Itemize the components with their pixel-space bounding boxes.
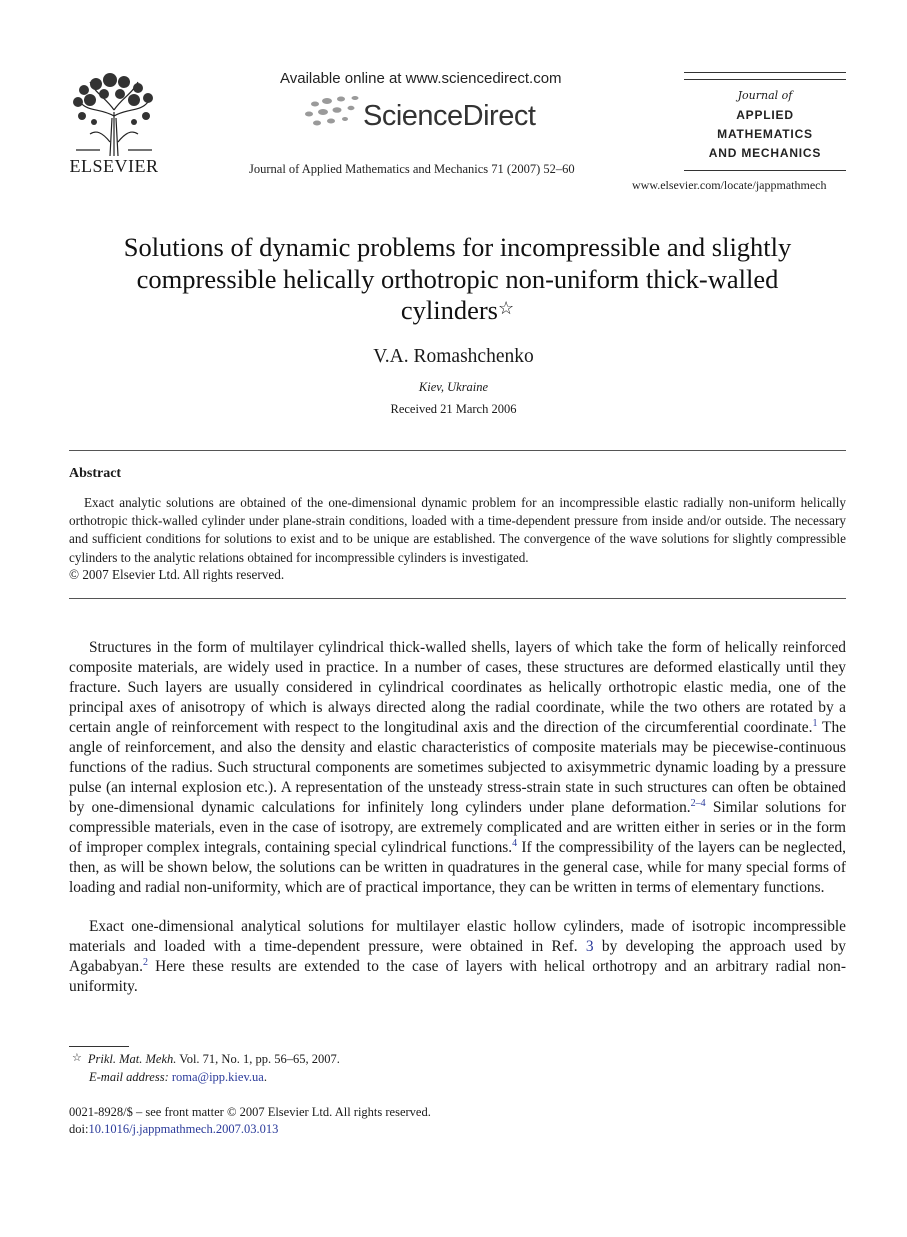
abstract-copyright: © 2007 Elsevier Ltd. All rights reserved. bbox=[69, 567, 285, 582]
footnote-source-details: Vol. 71, No. 1, pp. 56–65, 2007. bbox=[176, 1052, 340, 1066]
journal-url-link[interactable]: www.elsevier.com/locate/jappmathmech bbox=[632, 178, 827, 192]
p2-text-a: Exact one-dimensional analytical solutions for multilayer elastic hollow cylinders, made of isotropic incompressible materials and loaded with a time-dependent pressure, were obtained in Ref. bbox=[69, 918, 846, 955]
author-affiliation: Kiev, Ukraine bbox=[418, 380, 489, 394]
journal-name-line-1: APPLIED bbox=[736, 108, 794, 122]
author-name[interactable]: V.A. Romashchenko bbox=[373, 346, 534, 367]
received-date: Received 21 March 2006 bbox=[390, 402, 517, 416]
doi-link[interactable]: 10.1016/j.jappmathmech.2007.03.013 bbox=[88, 1122, 279, 1136]
citation-ref-2[interactable]: 2 bbox=[142, 956, 148, 968]
footnote-rule bbox=[69, 1046, 129, 1047]
citation-ref-2-4[interactable]: 2–4 bbox=[690, 797, 706, 809]
email-label: E-mail address: bbox=[89, 1070, 169, 1084]
doi-line bbox=[69, 1122, 278, 1137]
elsevier-logo[interactable] bbox=[66, 72, 162, 176]
footnote-star-icon: ☆ bbox=[72, 1052, 82, 1064]
available-online-link[interactable]: Available online at www.sciencedirect.com bbox=[280, 70, 562, 87]
body-paragraph-2 bbox=[69, 917, 846, 997]
footnote-journal-name: Prikl. Mat. Mekh. bbox=[87, 1052, 177, 1066]
journal-of-label: Journal of bbox=[737, 89, 793, 102]
abstract-divider-bottom bbox=[69, 598, 846, 599]
sciencedirect-dots-icon bbox=[303, 94, 363, 130]
footnote-source bbox=[72, 1052, 340, 1067]
title-footnote-star-icon[interactable]: ☆ bbox=[498, 298, 515, 318]
issn-line: 0021-8928/$ – see front matter © 2007 Elsevier Ltd. All rights reserved. bbox=[69, 1105, 431, 1119]
p1-text-c: Similar solutions for compressible materials, even in the case of isotropy, are extremely complicated and are written either in series or in the form of improper complex integrals, containing special cylindrical functions. bbox=[69, 799, 846, 856]
journal-citation: Journal of Applied Mathematics and Mechanics 71 (2007) 52–60 bbox=[249, 162, 575, 176]
journal-box-rule-top-thin bbox=[684, 79, 846, 80]
footnote-email bbox=[89, 1070, 267, 1085]
p2-text-c: Here these results are extended to the case of layers with helical orthotropy and an arbitrary radial non-uniformity. bbox=[69, 958, 846, 995]
title-line-1: Solutions of dynamic problems for incompressible and slightly bbox=[123, 232, 792, 262]
title-line-3 bbox=[70, 295, 845, 327]
email-link[interactable]: roma@ipp.kiev.ua bbox=[171, 1070, 264, 1084]
journal-box-rule-bottom bbox=[684, 170, 846, 171]
journal-name-line-2: MATHEMATICS bbox=[717, 127, 813, 141]
p1-text-a: Structures in the form of multilayer cylindrical thick-walled shells, layers of which take the form of helically reinforced composite materials, are widely used in practice. In a number of cases, these structures are deformed elastically until they fracture. Such layers are usually considered in cylindrical coordinates as helically orthotropic elastic media, one of the principal axes of anisotropy of which is always directed along the radial coordinate, while the two others are rotated by a certain angle of reinforcement with respect to the longitudinal axis and the direction of the circumferential coordinate. bbox=[69, 639, 846, 736]
doi-label: doi: bbox=[69, 1122, 89, 1136]
journal-title-box bbox=[684, 72, 846, 174]
p1-text-b: The angle of reinforcement, and also the density and elastic characteristics of composite materials may be piecewise-continuous functions of the radius. Such structural components are sometimes subjected to axisymmetric dynamic loading by a pressure pulse (an internal explosion etc.). A representation of the unsteady stress-strain state in such structures can often be obtained by one-dimensional dynamic calculations for infinitely long cylinders under plane deformation. bbox=[69, 719, 846, 816]
sciencedirect-wordmark[interactable]: ScienceDirect bbox=[363, 100, 536, 132]
article-title bbox=[70, 232, 845, 327]
title-line-3-text: cylinders bbox=[400, 295, 498, 325]
citation-ref-4[interactable]: 4 bbox=[512, 837, 518, 849]
journal-name-line-3: AND MECHANICS bbox=[708, 146, 822, 160]
body-paragraph-1 bbox=[69, 638, 846, 898]
abstract-heading: Abstract bbox=[69, 466, 122, 481]
p1-text-d: If the compressibility of the layers can be neglected, then, as will be shown below, the solutions can be written in quadratures in the general case, while for many special forms of loading and radial non-uniformity, which are of practical importance, they can be written in terms of elementary functions. bbox=[69, 839, 846, 896]
citation-ref-3[interactable]: 3 bbox=[585, 938, 594, 955]
p2-text-b: by developing the approach used by Agababyan. bbox=[69, 938, 846, 975]
abstract-divider-top bbox=[69, 450, 846, 451]
abstract-text: Exact analytic solutions are obtained of the one-dimensional dynamic problem for an incompressible elastic radially non-uniform helically orthotropic thick-walled cylinder under plane-strain conditions, loaded with a time-dependent pressure from inside and/or outside. The necessary and sufficient conditions for solutions to exist and to be unique are established. The convergence of the wave solutions for slightly compressible cylinders to the analytic relations obtained for incompressible cylinders is investigated. bbox=[69, 495, 846, 565]
journal-box-rule-top bbox=[684, 72, 846, 73]
email-end: . bbox=[263, 1070, 267, 1084]
elsevier-wordmark: ELSEVIER bbox=[69, 156, 159, 176]
elsevier-tree-icon bbox=[70, 72, 158, 156]
citation-ref-1[interactable]: 1 bbox=[812, 717, 818, 729]
title-line-2: compressible helically orthotropic non-uniform thick-walled bbox=[136, 263, 779, 294]
